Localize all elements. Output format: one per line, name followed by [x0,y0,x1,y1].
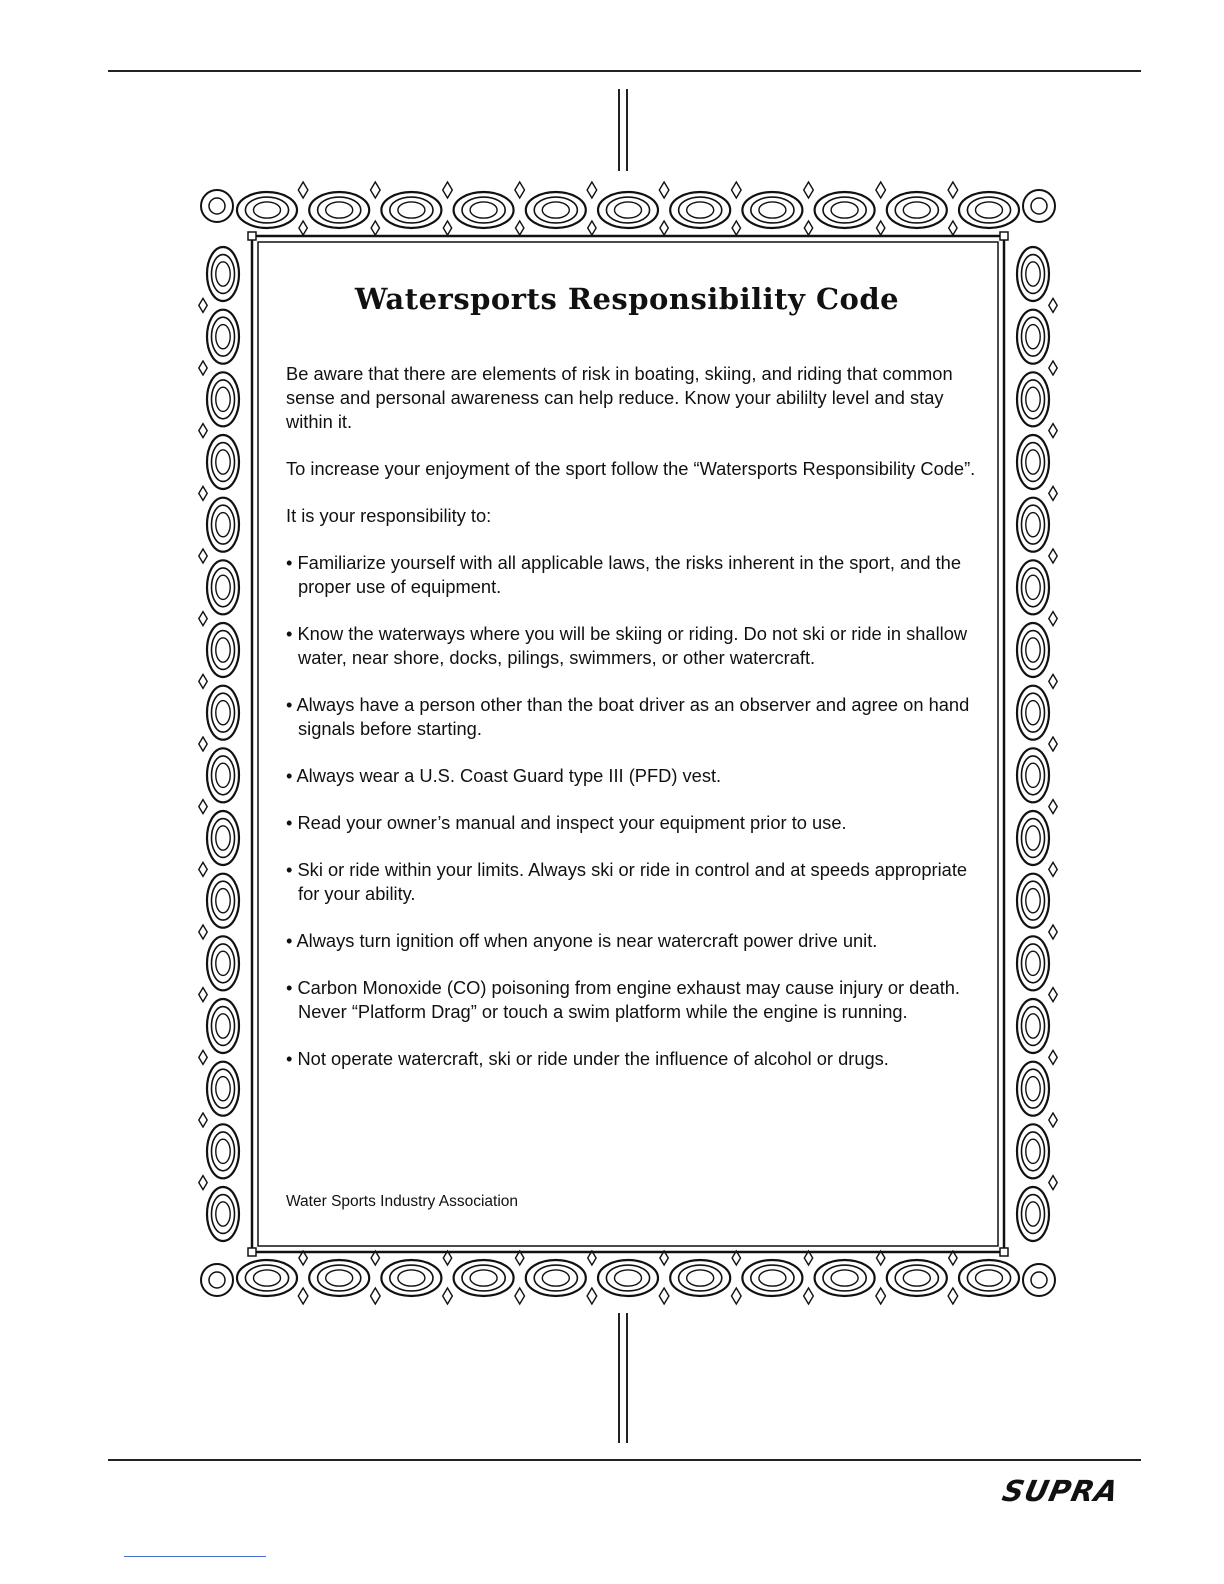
border-ornament [216,387,230,411]
border-ornament [1049,612,1057,626]
list-item: • Ski or ride within your limits. Always ski or ride in control and at speeds appropriate for your ability. [286,859,968,904]
top-center-divider [618,89,628,171]
border-ornament [211,1132,234,1171]
border-ornament [390,1265,433,1291]
border-ornament [732,221,740,235]
border-ornament [976,202,1003,218]
intro-paragraph: It is your responsibility to: [286,505,492,526]
border-ornament [1021,380,1044,419]
border-ornament [542,202,569,218]
border-ornament [1026,387,1040,411]
border-ornament [687,1270,714,1286]
border-ornament [751,197,794,223]
border-ornament [1026,262,1040,286]
border-ornament [1026,951,1040,975]
border-ornament [1026,826,1040,850]
border-ornament [876,182,886,198]
border-ornament [211,1069,234,1108]
border-ornament [534,197,577,223]
border-ornament [211,944,234,983]
border-ornament [515,182,525,198]
border-ornament [199,800,207,814]
border-ornament [877,221,885,235]
border-ornament [1026,325,1040,349]
list-item: • Always turn ignition off when anyone is near watercraft power drive unit. [286,930,878,951]
border-ornament [1026,513,1040,537]
border-ornament [606,1265,649,1291]
border-ornament [1023,1264,1055,1296]
border-ornament [588,221,596,235]
list-item: • Carbon Monoxide (CO) poisoning from engine exhaust may cause injury or death. Never “Platform Drag” or touch a swim platform while the engine is running. [286,977,961,1022]
border-ornament [298,1288,308,1304]
border-ornament [211,881,234,920]
border-ornament [199,925,207,939]
border-ornament [199,486,207,500]
border-ornament [804,221,812,235]
border-ornament [1049,800,1057,814]
border-ornament [216,638,230,662]
border-ornament [216,575,230,599]
border-ornament [470,202,497,218]
border-ornament [534,1265,577,1291]
border-ornament [1026,1014,1040,1038]
border-ornament [967,197,1010,223]
border-ornament [895,1265,938,1291]
frame-corner-knob [1000,232,1008,240]
border-ornament [679,1265,722,1291]
border-ornament [199,862,207,876]
border-ornament [659,182,669,198]
border-ornament [326,1270,353,1286]
border-ornament [1026,701,1040,725]
border-ornament [199,549,207,563]
border-ornament [903,1270,930,1286]
bottom-rule [108,1459,1141,1461]
border-ornament [1021,944,1044,983]
frame-corner-knob [1000,1248,1008,1256]
border-ornament [1021,1069,1044,1108]
border-ornament [462,197,505,223]
border-ornament [1049,1050,1057,1064]
border-ornament [1021,443,1044,482]
border-ornament [1021,819,1044,858]
border-ornament [216,262,230,286]
border-ornament [371,1288,381,1304]
border-ornament [831,1270,858,1286]
border-ornament [443,182,453,198]
border-ornament [199,612,207,626]
border-ornament [1049,737,1057,751]
bottom-center-divider [618,1313,628,1443]
border-ornament [1026,450,1040,474]
border-ornament [318,1265,361,1291]
frame-corner-knob [248,1248,256,1256]
border-ornament [967,1265,1010,1291]
footnote-link-line [124,1556,266,1557]
border-ornament [216,1139,230,1163]
border-ornament [615,202,642,218]
border-ornament [216,763,230,787]
border-ornament [199,1050,207,1064]
border-ornament [199,674,207,688]
border-ornament [216,1202,230,1226]
list-item: • Familiarize yourself with all applicable laws, the risks inherent in the sport, and the proper use of equipment. [286,552,961,597]
top-rule [108,70,1141,72]
border-ornament [371,221,379,235]
border-ornament [326,202,353,218]
border-ornament [245,1265,288,1291]
border-ornament [759,202,786,218]
list-item: • Always have a person other than the boat driver as an observer and agree on hand signals before starting. [286,694,970,739]
border-ornament [1021,693,1044,732]
border-ornament [732,182,742,198]
border-ornament [1021,881,1044,920]
border-ornament [1049,862,1057,876]
border-ornament [199,737,207,751]
border-ornament [1021,631,1044,670]
border-ornament [211,1195,234,1234]
border-ornament [1049,549,1057,563]
border-ornament [1026,1139,1040,1163]
list-item: • Not operate watercraft, ski or ride under the influence of alcohol or drugs. [286,1048,889,1069]
border-ornament [903,202,930,218]
border-ornament [1021,505,1044,544]
border-ornament [211,693,234,732]
list-item: • Always wear a U.S. Coast Guard type III (PFD) vest. [286,765,722,786]
border-ornament [443,221,451,235]
border-ornament [1021,317,1044,356]
border-ornament [732,1288,742,1304]
border-ornament [1026,1202,1040,1226]
responsibility-code-panel [258,240,996,1246]
border-ornament [1021,255,1044,294]
border-ornament [1049,361,1057,375]
border-ornament [216,513,230,537]
border-ornament [199,361,207,375]
border-ornament [659,1288,669,1304]
border-ornament [298,182,308,198]
border-ornament [1023,190,1055,222]
border-ornament [759,1270,786,1286]
border-ornament [371,182,381,198]
list-item: • Read your owner’s manual and inspect your equipment prior to use. [286,812,847,833]
border-ornament [1026,1077,1040,1101]
border-ornament [542,1270,569,1286]
border-ornament [1026,763,1040,787]
border-ornament [895,197,938,223]
border-ornament [199,1113,207,1127]
border-ornament [948,182,958,198]
intro-paragraph: To increase your enjoyment of the sport follow the “Watersports Responsibility Code”. [286,458,976,479]
border-ornament [199,988,207,1002]
page-title: Watersports Responsibility Code [354,282,900,316]
border-ornament [254,1270,281,1286]
border-ornament [211,756,234,795]
border-ornament [587,1288,597,1304]
border-ornament [823,197,866,223]
border-ornament [1021,1195,1044,1234]
border-ornament [948,1288,958,1304]
border-ornament [751,1265,794,1291]
border-ornament [216,1014,230,1038]
border-ornament [1026,889,1040,913]
border-ornament [443,1288,453,1304]
list-item: • Know the waterways where you will be skiing or riding. Do not ski or ride in shallow water, near shore, docks, pilings, swimmers, or other watercraft. [286,623,968,668]
border-ornament [211,819,234,858]
border-ornament [398,202,425,218]
border-ornament [199,298,207,312]
border-ornament [515,1288,525,1304]
border-ornament [1021,568,1044,607]
border-ornament [211,443,234,482]
border-ornament [1049,424,1057,438]
border-ornament [1026,638,1040,662]
border-ornament [254,202,281,218]
border-ornament [949,221,957,235]
border-ornament [216,701,230,725]
border-ornament [876,1288,886,1304]
association-credit: Water Sports Industry Association [286,1193,519,1210]
border-ornament [216,889,230,913]
border-ornament [199,1176,207,1190]
border-ornament [245,197,288,223]
border-ornament [318,197,361,223]
border-ornament [687,202,714,218]
border-ornament [211,380,234,419]
border-ornament [1021,1007,1044,1046]
border-ornament [606,197,649,223]
border-ornament [470,1270,497,1286]
border-ornament [1021,756,1044,795]
border-ornament [679,197,722,223]
border-ornament [976,1270,1003,1286]
border-ornament [211,505,234,544]
border-ornament [1026,575,1040,599]
border-ornament [211,255,234,294]
border-ornament [216,450,230,474]
border-ornament [1049,486,1057,500]
border-ornament [1049,674,1057,688]
border-ornament [1049,925,1057,939]
border-ornament [1049,988,1057,1002]
border-ornament [216,325,230,349]
border-ornament [201,190,233,222]
border-ornament [804,182,814,198]
border-ornament [299,221,307,235]
border-ornament [462,1265,505,1291]
intro-paragraph: Be aware that there are elements of risk in boating, skiing, and riding that common sense and personal awareness can help reduce. Know your abililty level and stay within it. [286,363,953,432]
supra-logo: SUPRA [999,1474,1123,1508]
border-ornament [831,202,858,218]
border-ornament [398,1270,425,1286]
border-ornament [216,1077,230,1101]
border-ornament [199,424,207,438]
border-ornament [1021,1132,1044,1171]
border-ornament [615,1270,642,1286]
border-ornament [804,1288,814,1304]
border-ornament [211,317,234,356]
border-ornament [1049,1113,1057,1127]
border-ornament [823,1265,866,1291]
border-ornament [587,182,597,198]
border-ornament [216,826,230,850]
border-ornament [211,568,234,607]
border-ornament [211,1007,234,1046]
border-ornament [216,951,230,975]
frame-corner-knob [248,232,256,240]
code-body [286,362,986,1094]
border-ornament [209,1272,225,1288]
border-ornament [211,631,234,670]
border-ornament [1049,1176,1057,1190]
border-ornament [1049,298,1057,312]
border-ornament [201,1264,233,1296]
border-ornament [390,197,433,223]
border-ornament [516,221,524,235]
border-ornament [1031,198,1047,214]
border-ornament [660,221,668,235]
border-ornament [209,198,225,214]
border-ornament [1031,1272,1047,1288]
